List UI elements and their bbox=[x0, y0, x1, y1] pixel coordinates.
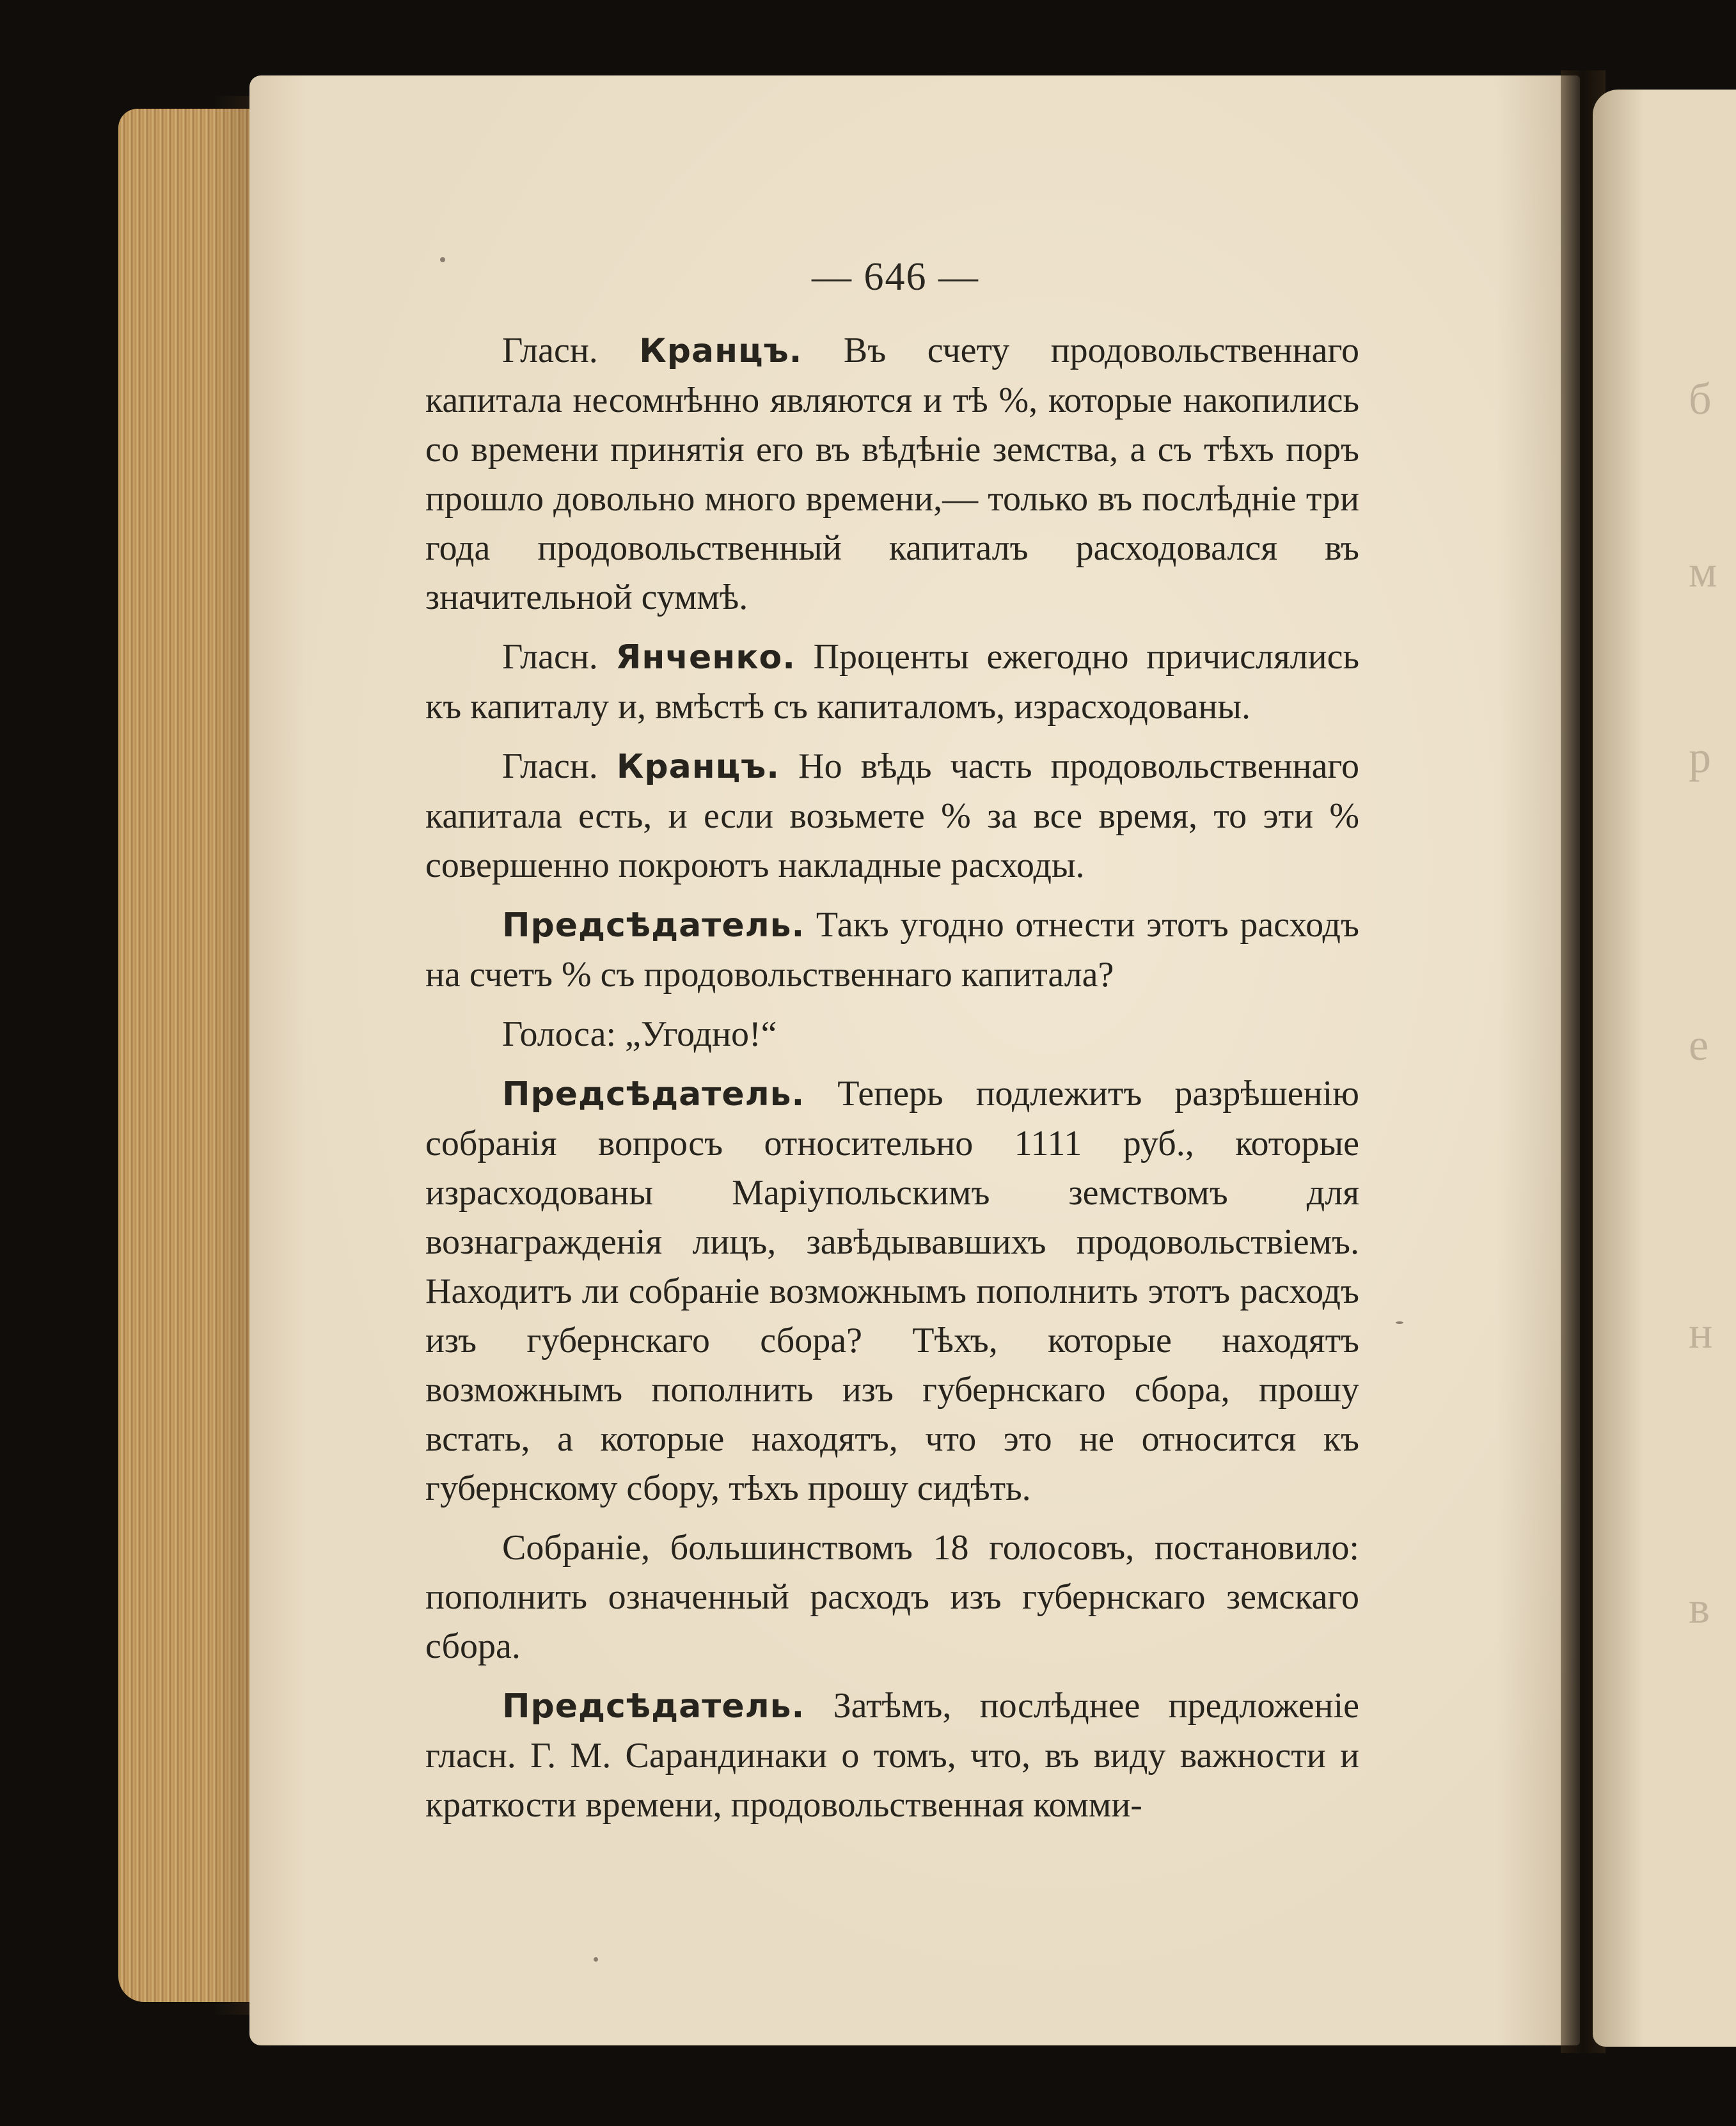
speaker-title: Гласн. bbox=[502, 637, 598, 677]
paragraph bbox=[425, 901, 1359, 1000]
speaker-title: Гласн. bbox=[502, 331, 598, 370]
paragraph-text: Проценты ежегодно причислялись къ капиталу и, вмѣстѣ съ капиталомъ, израсходованы. bbox=[425, 637, 1360, 727]
speaker-name: Кранцъ. bbox=[639, 332, 803, 370]
paragraph bbox=[425, 1010, 1359, 1059]
paragraph-text: Но вѣдь часть продовольственнаго капитала есть, и если возьмете % за все время, то эти % совершенно покроютъ накладные расходы. bbox=[425, 746, 1359, 885]
facing-page-ghost-mark: м bbox=[1689, 547, 1717, 597]
facing-page-ghost-mark: н bbox=[1689, 1309, 1713, 1358]
facing-page-ghost-mark: е bbox=[1689, 1021, 1709, 1070]
speaker-name: Предсѣдатель. bbox=[502, 1075, 805, 1114]
speaker-name: Предсѣдатель. bbox=[502, 1687, 805, 1726]
dust-speck bbox=[594, 1957, 598, 1962]
paragraph-text: Въ счету продовольственнаго капитала несомнѣнно являются и тѣ %, которые накопились со времени принятія его въ вѣдѣніе земства, а съ тѣхъ поръ прошло довольно много времени,— только въ послѣдніе три года продовольственный капиталъ расходовался въ значительной суммѣ. bbox=[425, 331, 1360, 617]
page-number: — 646 — bbox=[812, 255, 979, 299]
paragraph bbox=[425, 742, 1359, 890]
paragraph bbox=[425, 1681, 1359, 1830]
speaker-title: Гласн. bbox=[502, 746, 598, 786]
paragraph bbox=[425, 1524, 1359, 1671]
dust-speck bbox=[440, 257, 445, 262]
paragraph bbox=[425, 633, 1359, 732]
speaker-name: Янченко. bbox=[615, 638, 796, 677]
paragraph-text: Затѣмъ, послѣднее предложеніе гласн. Г. М. Сарандинаки о томъ, что, въ виду важности и краткости времени, продовольственная комми- bbox=[425, 1686, 1359, 1825]
paragraph-text: Такъ угодно отнести этотъ расходъ на счетъ % съ продовольственнаго капитала? bbox=[425, 905, 1359, 995]
facing-page-ghost-mark: в bbox=[1689, 1584, 1710, 1633]
facing-page-ghost-mark: р bbox=[1689, 733, 1711, 782]
page-text-block bbox=[425, 326, 1359, 1840]
facing-page-ghost-mark: б bbox=[1689, 375, 1712, 424]
speaker-name: Кранцъ. bbox=[616, 748, 780, 786]
paragraph bbox=[425, 1069, 1359, 1513]
dust-speck bbox=[1396, 1321, 1403, 1324]
paragraph bbox=[425, 326, 1359, 622]
paragraph-text: Теперь подлежитъ разрѣшенію собранія вопросъ относительно 1111 руб., которые израсходованы Маріупольскимъ земствомъ для вознагражденія лицъ, завѣдывавшихъ продовольствіемъ. Находитъ ли собраніе возможнымъ пополнить этотъ расходъ изъ губернскаго сбора? Тѣхъ, которые находятъ возможнымъ пополнить изъ губернскаго сбора, прошу встать, а которые находятъ, что это не относится къ губернскому сбору, тѣхъ прошу сидѣть. bbox=[425, 1074, 1359, 1508]
paragraph-text: Голоса: „Угодно!“ bbox=[502, 1014, 777, 1054]
paragraph-text: Собраніе, большинствомъ 18 голосовъ, постановило: пополнить означенный расходъ изъ губернскаго земскаго сбора. bbox=[425, 1528, 1359, 1666]
speaker-name: Предсѣдатель. bbox=[502, 906, 805, 945]
